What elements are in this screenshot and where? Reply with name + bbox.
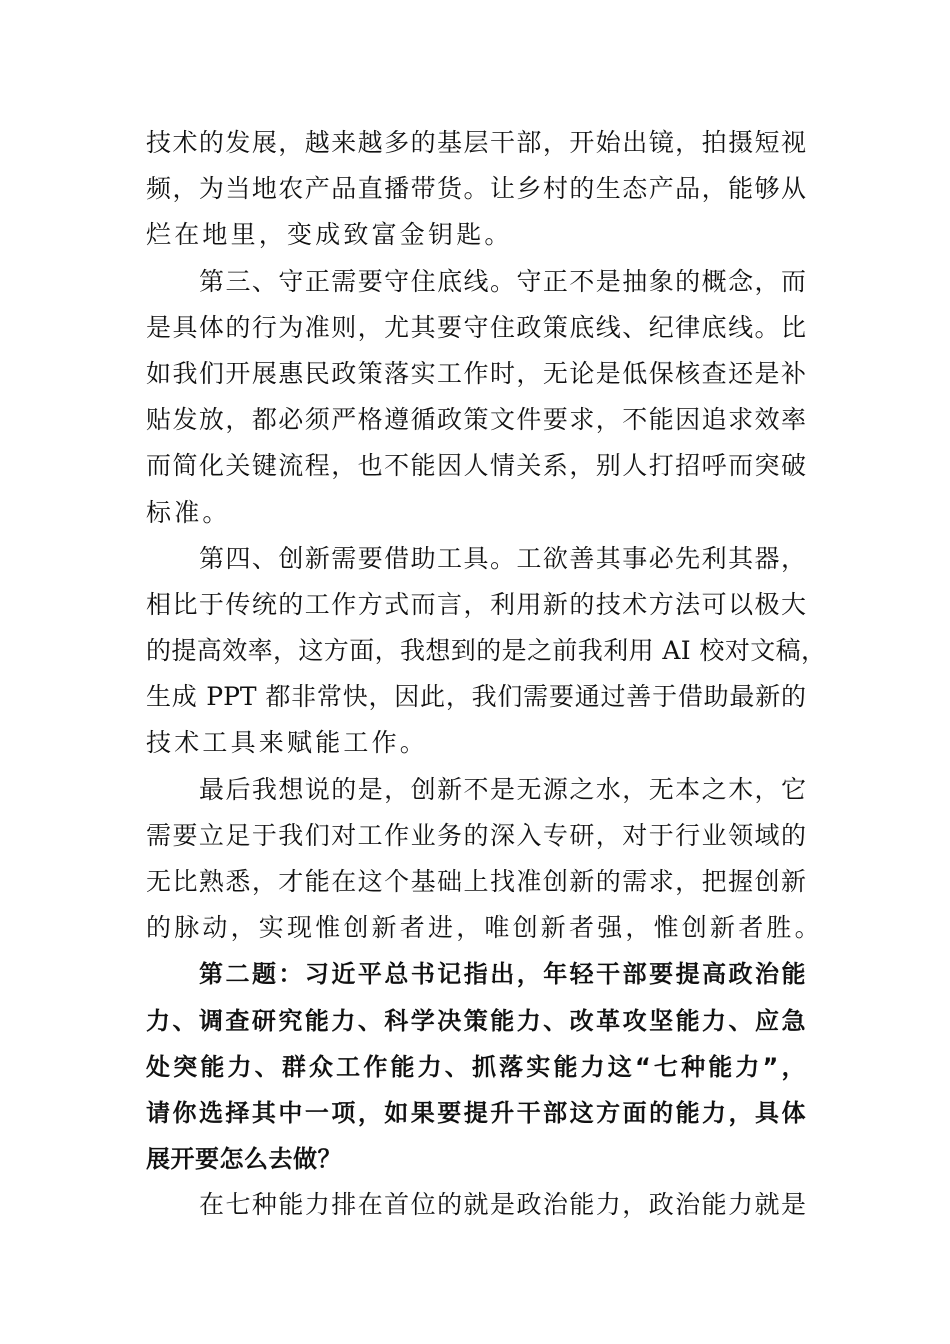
question-line: 第二题：习近平总书记指出，年轻干部要提高政治能 bbox=[199, 960, 806, 989]
text-line: 而简化关键流程，也不能因人情关系，别人打招呼而突破 bbox=[146, 451, 806, 481]
text-line: 的提高效率，这方面，我想到的是之前我利用 AI 校对文稿， bbox=[146, 636, 827, 666]
text-line: 技术工具来赋能工作。 bbox=[146, 728, 429, 758]
text-line: 贴发放，都必须严格遵循政策文件要求，不能因追求效率 bbox=[146, 405, 806, 435]
question-heading bbox=[146, 951, 806, 1182]
paragraph bbox=[146, 120, 806, 259]
question-line: 处突能力、群众工作能力、抓落实能力这“七种能力”， bbox=[146, 1052, 806, 1081]
text-line: 的脉动，实现惟创新者进，唯创新者强，惟创新者胜。 bbox=[146, 913, 823, 943]
text-line: 标准。 bbox=[146, 497, 231, 527]
text-line: 如我们开展惠民政策落实工作时，无论是低保核查还是补 bbox=[146, 358, 806, 388]
paragraph bbox=[146, 259, 806, 536]
text-line: 最后我想说的是，创新不是无源之水，无本之木，它 bbox=[199, 774, 806, 804]
text-line: 烂在地里，变成致富金钥匙。 bbox=[146, 220, 513, 250]
text-line: 相比于传统的工作方式而言，利用新的技术方法可以极大 bbox=[146, 589, 806, 619]
paragraph bbox=[146, 1182, 806, 1228]
text-line: 无比熟悉，才能在这个基础上找准创新的需求，把握创新 bbox=[146, 867, 806, 896]
text-line: 技术的发展，越来越多的基层干部，开始出镜，拍摄短视 bbox=[146, 128, 806, 157]
text-line: 第三、守正需要守住底线。守正不是抽象的概念，而 bbox=[199, 266, 806, 296]
text-line: 频，为当地农产品直播带货。让乡村的生态产品，能够从 bbox=[146, 174, 806, 204]
paragraph bbox=[146, 536, 827, 767]
text-line: 生成 PPT 都非常快，因此，我们需要通过善于借助最新的 bbox=[146, 682, 806, 712]
question-line: 请你选择其中一项，如果要提升干部这方面的能力，具体 bbox=[146, 1098, 806, 1127]
text-line: 需要立足于我们对工作业务的深入专研，对于行业领域的 bbox=[146, 820, 806, 850]
text-line: 第四、创新需要借助工具。工欲善其事必先利其器， bbox=[199, 543, 806, 573]
paragraph bbox=[146, 767, 823, 952]
text-line: 在七种能力排在首位的就是政治能力，政治能力就是 bbox=[199, 1190, 806, 1220]
text-line: 是具体的行为准则，尤其要守住政策底线、纪律底线。比 bbox=[146, 312, 806, 342]
question-line: 力、调查研究能力、科学决策能力、改革攻坚能力、应急 bbox=[146, 1006, 806, 1035]
question-line: 展开要怎么去做？ bbox=[146, 1145, 342, 1174]
document-body bbox=[146, 120, 827, 1229]
